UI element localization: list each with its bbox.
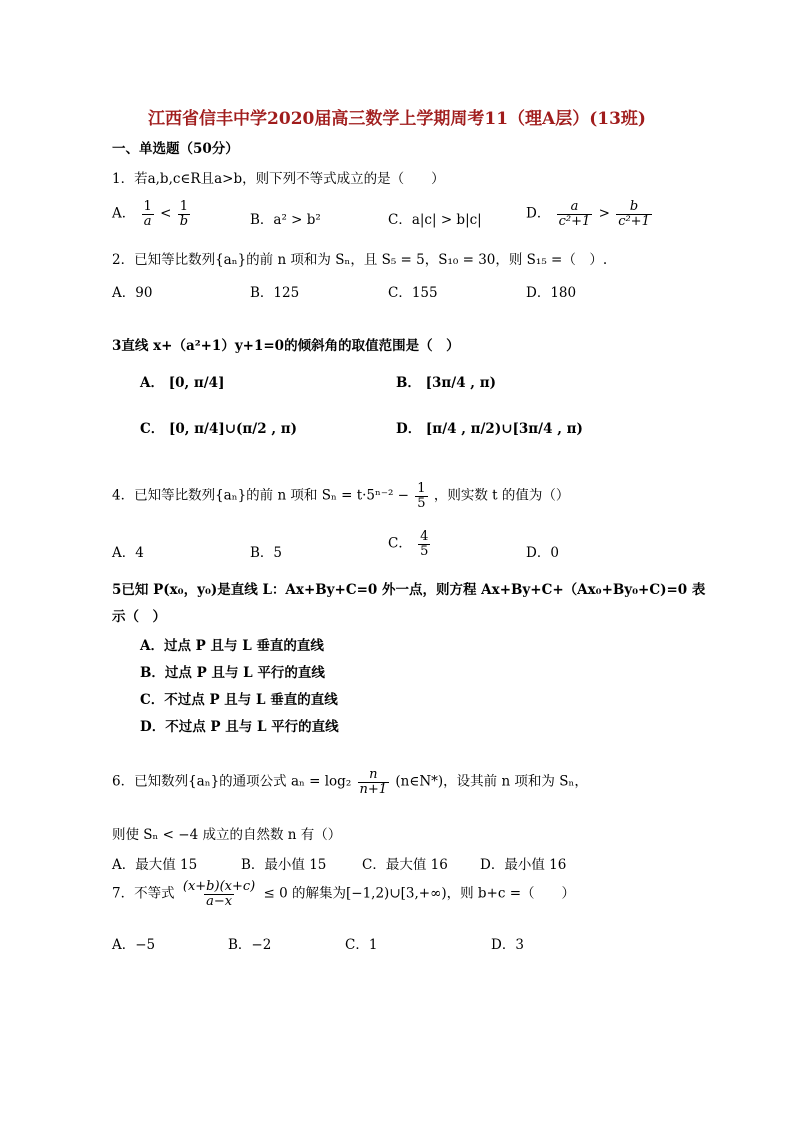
q3-option-b-text: [3π/4 , π) <box>425 375 496 391</box>
relation: > <box>598 205 610 222</box>
q1-option-d <box>526 200 654 228</box>
q1-option-b: B．a² > b² <box>250 212 321 228</box>
fraction <box>418 530 430 558</box>
question-4-stem <box>112 482 569 510</box>
q5-option-b: B．过点 P 且与 L 平行的直线 <box>140 665 325 681</box>
q2-option-a: A．90 <box>112 285 153 301</box>
numerator: 1 <box>179 199 189 214</box>
denominator: a−x <box>206 893 233 909</box>
numerator: a <box>570 199 579 214</box>
numerator: b <box>629 199 639 214</box>
question-2-stem: 2．已知等比数列{aₙ}的前 n 项和为 Sₙ，且 S₅ = 5，S₁₀ = 30，则 S₁₅ =（ ）. <box>112 252 608 268</box>
q1-option-c: C．a|c| > b|c| <box>388 212 482 228</box>
denominator: 5 <box>420 543 429 559</box>
q6-option-a: A．最大值 15 <box>112 857 198 873</box>
q3-option-a-label: A． <box>140 375 164 391</box>
q5-option-c: C．不过点 P 且与 L 垂直的直线 <box>140 692 338 708</box>
q3-option-d-text: [π/4 , π/2)∪[3π/4 , π) <box>425 421 583 437</box>
q3-option-c <box>140 417 297 437</box>
q7-stem-post: ≤ 0 的解集为[−1,2)∪[3,+∞)，则 b+c =（ ） <box>263 885 576 902</box>
question-7-stem <box>112 880 575 908</box>
numerator: (x+b)(x+c) <box>182 879 256 894</box>
q4-option-c-label: C． <box>388 535 412 552</box>
q2-option-c: C．155 <box>388 285 438 301</box>
q4-stem-post: ，则实数 t 的值为（） <box>433 487 570 504</box>
question-3-stem: 3直线 x+（a²+1）y+1=0的倾斜角的取值范围是（ ） <box>112 338 460 354</box>
q7-stem-pre: 7．不等式 <box>112 885 175 902</box>
q3-option-c-text: [0, π/4]∪(π/2 , π) <box>168 421 297 437</box>
q3-option-d-label: D． <box>396 421 422 437</box>
numerator: 4 <box>420 529 429 544</box>
numerator: 1 <box>143 199 152 214</box>
q4-option-c <box>388 530 432 558</box>
q2-option-b: B．125 <box>250 285 300 301</box>
denominator: c²+1 <box>618 213 650 229</box>
fraction <box>415 482 427 510</box>
numerator: n <box>369 767 378 782</box>
q4-stem-pre: 4．已知等比数列{aₙ}的前 n 项和 Sₙ = t·5ⁿ⁻² − <box>112 487 409 504</box>
denominator: 5 <box>417 495 426 511</box>
q3-option-d <box>396 417 583 437</box>
question-6-stem-line-2: 则使 Sₙ < −4 成立的自然数 n 有（） <box>112 827 342 843</box>
question-5-stem-line-1: 5已知 P(x₀，y₀)是直线 L：Ax+By+C=0 外一点，则方程 Ax+By+C+（Ax₀+By₀+C)=0 表 <box>112 582 706 598</box>
numerator: 1 <box>417 481 426 496</box>
relation: < <box>160 205 172 222</box>
denominator: a <box>143 213 152 229</box>
denominator: c²+1 <box>558 213 591 229</box>
fraction <box>616 200 652 228</box>
fraction <box>142 200 154 228</box>
fraction <box>178 200 190 228</box>
q1-option-a <box>112 200 192 228</box>
q4-option-d: D．0 <box>526 545 559 561</box>
document-title: 江西省信丰中学2020届高三数学上学期周考11（理A层）(13班) <box>148 109 646 129</box>
q6-stem-post: (n∈N*)，设其前 n 项和为 Sₙ， <box>395 773 588 790</box>
q3-option-c-label: C． <box>140 421 165 437</box>
q7-option-c: C．1 <box>345 937 378 953</box>
q6-option-c: C．最大值 16 <box>362 857 448 873</box>
q7-option-b: B．−2 <box>228 937 272 953</box>
q2-option-d: D．180 <box>526 285 577 301</box>
q1-option-a-label: A． <box>112 205 136 222</box>
q5-option-a: A．过点 P 且与 L 垂直的直线 <box>140 638 324 654</box>
fraction <box>358 768 390 796</box>
q1-option-d-label: D． <box>526 205 551 222</box>
q6-option-d: D．最小值 16 <box>480 857 567 873</box>
q6-option-b: B．最小值 15 <box>241 857 327 873</box>
q6-stem-pre: 6．已知数列{aₙ}的通项公式 aₙ = log₂ <box>112 773 352 790</box>
fraction <box>181 880 257 908</box>
question-1-stem: 1．若a,b,c∈R且a>b，则下列不等式成立的是（ ） <box>112 171 445 187</box>
question-5-stem-line-2: 示（ ） <box>112 609 166 625</box>
question-6-stem <box>112 768 588 796</box>
q4-option-a: A．4 <box>112 545 144 561</box>
q5-option-d: D．不过点 P 且与 L 平行的直线 <box>140 719 339 735</box>
q3-option-a-text: [0, π/4] <box>168 375 225 391</box>
q3-option-a <box>140 371 224 391</box>
q3-option-b-label: B． <box>396 375 421 391</box>
q3-option-b <box>396 371 496 391</box>
q4-option-b: B．5 <box>250 545 283 561</box>
q7-option-d: D．3 <box>491 937 524 953</box>
q7-option-a: A．−5 <box>112 937 156 953</box>
denominator: n+1 <box>359 781 388 797</box>
section-heading: 一、单选题（50分） <box>112 141 239 157</box>
fraction <box>557 200 593 228</box>
denominator: b <box>179 213 189 229</box>
